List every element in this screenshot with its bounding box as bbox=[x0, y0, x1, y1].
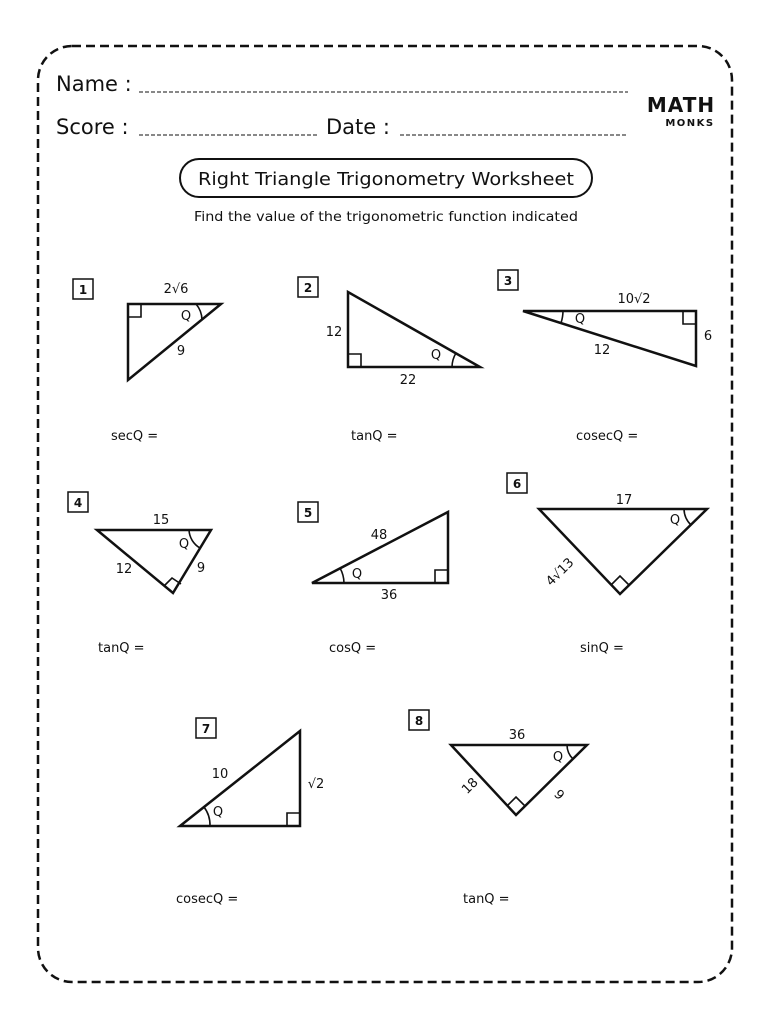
problem-2 bbox=[298, 277, 480, 444]
question-text: tanQ = bbox=[98, 641, 145, 656]
side-label: 10 bbox=[211, 767, 229, 782]
question-text: cosecQ = bbox=[576, 429, 639, 444]
right-angle-marker bbox=[435, 570, 448, 583]
angle-label: Q bbox=[430, 348, 442, 363]
triangle bbox=[539, 509, 707, 594]
right-angle-marker bbox=[611, 576, 629, 585]
question-text: tanQ = bbox=[463, 892, 510, 907]
triangle bbox=[97, 530, 211, 593]
problem-5 bbox=[298, 502, 448, 656]
side-label: 9 bbox=[550, 787, 567, 804]
logo-line2: MONKS bbox=[665, 118, 715, 129]
side-label: 12 bbox=[325, 325, 343, 340]
question-text: sinQ = bbox=[580, 641, 624, 656]
angle-arc bbox=[189, 530, 200, 548]
problem-number: 8 bbox=[414, 714, 424, 728]
problem-8 bbox=[409, 710, 587, 907]
logo-line1: MATH bbox=[646, 93, 716, 117]
instruction-text: Find the value of the trigonometric function indicated bbox=[194, 210, 578, 225]
angle-label: Q bbox=[351, 567, 363, 582]
question-text: cosQ = bbox=[329, 641, 377, 656]
problem-number: 6 bbox=[512, 477, 522, 491]
angle-label: Q bbox=[212, 805, 224, 820]
score-label: Score : bbox=[56, 115, 129, 139]
problem-number: 2 bbox=[303, 281, 313, 295]
side-label: 36 bbox=[380, 588, 398, 603]
angle-arc bbox=[452, 353, 456, 367]
angle-label: Q bbox=[574, 312, 586, 327]
name-label: Name : bbox=[56, 72, 132, 96]
problem-7 bbox=[176, 718, 324, 907]
angle-label: Q bbox=[552, 750, 564, 765]
worksheet-title: Right Triangle Trigonometry Worksheet bbox=[198, 169, 574, 190]
question-text: cosecQ = bbox=[176, 892, 239, 907]
angle-label: Q bbox=[669, 513, 681, 528]
side-label: 2√6 bbox=[163, 282, 189, 297]
side-label: 36 bbox=[508, 728, 526, 743]
side-label: 9 bbox=[176, 344, 186, 359]
problem-1 bbox=[73, 279, 221, 444]
problem-4 bbox=[68, 492, 211, 656]
side-label: 17 bbox=[615, 493, 633, 508]
angle-arc bbox=[196, 304, 202, 320]
angle-arc bbox=[340, 568, 344, 583]
triangle bbox=[312, 512, 448, 583]
side-label: 9 bbox=[196, 561, 206, 576]
problem-number: 4 bbox=[73, 496, 83, 510]
right-angle-marker bbox=[287, 813, 300, 826]
angle-arc bbox=[684, 509, 691, 525]
problem-number: 1 bbox=[78, 283, 88, 297]
right-angle-marker bbox=[348, 354, 361, 367]
angle-label: Q bbox=[180, 309, 192, 324]
side-label: 12 bbox=[115, 562, 133, 577]
problem-number: 5 bbox=[303, 506, 313, 520]
angle-arc bbox=[204, 807, 210, 826]
side-label: 6 bbox=[703, 329, 713, 344]
problem-6 bbox=[507, 473, 707, 656]
problem-3 bbox=[498, 270, 712, 444]
right-angle-marker bbox=[507, 797, 525, 806]
problem-number: 3 bbox=[503, 274, 513, 288]
math-monks-logo bbox=[647, 93, 715, 129]
side-label: 12 bbox=[593, 343, 611, 358]
right-angle-marker bbox=[683, 311, 696, 324]
side-label: 22 bbox=[399, 373, 417, 388]
angle-arc bbox=[567, 745, 573, 759]
problem-number: 7 bbox=[201, 722, 211, 736]
question-text: secQ = bbox=[111, 429, 159, 444]
side-label: 4√13 bbox=[543, 555, 578, 590]
side-label: 10√2 bbox=[617, 292, 651, 307]
side-label: 48 bbox=[370, 528, 388, 543]
side-label: √2 bbox=[307, 777, 325, 792]
triangle bbox=[348, 292, 480, 367]
triangle bbox=[180, 731, 300, 826]
angle-arc bbox=[561, 311, 563, 323]
side-label: 15 bbox=[152, 513, 170, 528]
angle-label: Q bbox=[178, 537, 190, 552]
date-label: Date : bbox=[326, 115, 390, 139]
triangle bbox=[128, 304, 221, 380]
question-text: tanQ = bbox=[351, 429, 398, 444]
side-label: 18 bbox=[459, 775, 482, 798]
right-angle-marker bbox=[128, 304, 141, 317]
